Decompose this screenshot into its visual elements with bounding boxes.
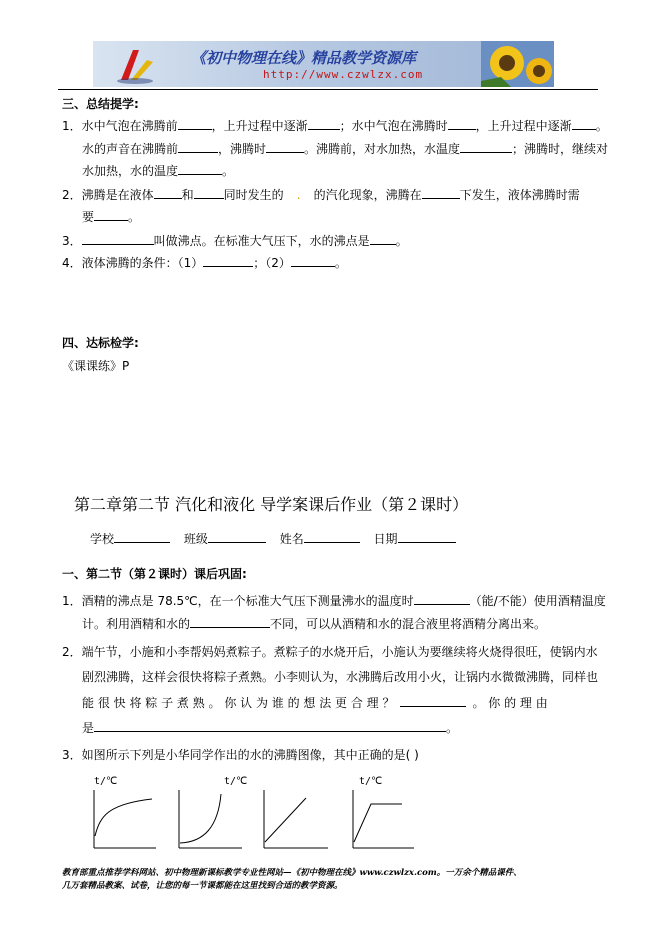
graph-d[interactable]	[353, 776, 414, 848]
footer-line2: 几万套精品教案、试卷，让您的每一节课都能在这里找到合适的教学资源。	[62, 881, 343, 891]
graph-a-axis-label: t/℃	[94, 776, 118, 787]
graph-a-curve	[95, 799, 152, 836]
header-divider	[58, 89, 598, 90]
section4-heading: 四、达标检学:	[62, 336, 139, 350]
q1-line3: 水加热，水的温度 。	[82, 164, 235, 178]
q1-line1: 1．水中气泡在沸腾前 ，上升过程中逐渐 ；水中气泡在沸腾时 ，上升过程中逐渐 。	[62, 119, 608, 133]
name-label: 姓名	[279, 532, 304, 546]
graph-b-curve	[180, 794, 221, 843]
graph-c[interactable]	[264, 790, 328, 848]
q1-line2: 水的声音在沸腾前 ，沸腾时 。沸腾前，对水加热，水温度 ；沸腾时，继续对	[82, 142, 609, 156]
q3-line: 3． 叫做沸点。在标准大气压下，水的沸点是 。	[62, 234, 408, 248]
header-banner	[93, 41, 554, 87]
p1-line2: 计。利用酒精和水的 不同，可以从酒精和水的混合液里将酒精分离出来。	[82, 617, 547, 631]
school-label: 学校	[90, 532, 115, 546]
p2-line3: 能 很 快 将 粽 子 煮 熟 。 你 认 为 谁 的 想 法 更 合 理 ？ 。 你 的 理 由	[82, 696, 548, 710]
section4-book: 《课课练》P	[62, 359, 130, 373]
p3-line: 3．如图所示下列是小华同学作出的水的沸腾图像，其中正确的是( )	[62, 748, 419, 762]
boiling-graphs	[84, 772, 424, 852]
graph-a[interactable]	[94, 776, 156, 848]
p2-line2: 剧烈沸腾，这样会很快将粽子煮熟。小李则认为，水沸腾后改用小火，让锅内水微微沸腾，同样也	[82, 670, 599, 684]
graph-d-line	[354, 804, 402, 842]
q2-line1: 2．沸腾是在液体 和 同时发生的 . 的汽化现象，沸腾在 下发生，液体沸腾时需	[62, 188, 580, 202]
page-title: 第二章第二节 汽化和液化 导学案课后作业（第２课时）	[74, 495, 469, 514]
q2-line2: 要 。	[82, 210, 141, 224]
graph-b[interactable]	[179, 776, 247, 848]
section3-heading: 三、总结提学:	[62, 97, 139, 111]
footer-line1: 教育部重点推荐学科网站、初中物理新课标教学专业性网站—《初中物理在线》www.czwlzx.com。一万余个精品课件、	[62, 868, 522, 878]
date-label: 日期	[373, 532, 398, 546]
sunflower-icon	[481, 41, 554, 87]
banner-title: 《初中物理在线》精品教学资源库	[191, 49, 417, 67]
p2-line1: 2．端午节，小施和小李帮妈妈煮粽子。煮粽子的水烧开后，小施认为要继续将火烧得很旺，使锅内水	[62, 645, 598, 659]
class-label: 班级	[183, 532, 208, 546]
banner-url[interactable]: http://www.czwlzx.com	[263, 68, 424, 81]
graph-c-line	[265, 798, 306, 842]
graph-d-axis-label: t/℃	[359, 776, 383, 787]
section1-heading: 一、第二节（第２课时）课后巩固:	[62, 567, 247, 581]
graph-b-axis-label: t/℃	[224, 776, 248, 787]
q4-line: 4．液体沸腾的条件：（1） ；（2） 。	[62, 256, 347, 270]
logo-icon	[115, 46, 155, 84]
p2-line4: 是 。	[82, 721, 459, 735]
p1-line1: 1．酒精的沸点是 78.5℃，在一个标准大气压下测量沸水的温度时 （能/不能）使用酒精温度	[62, 594, 606, 608]
info-line	[90, 530, 456, 547]
